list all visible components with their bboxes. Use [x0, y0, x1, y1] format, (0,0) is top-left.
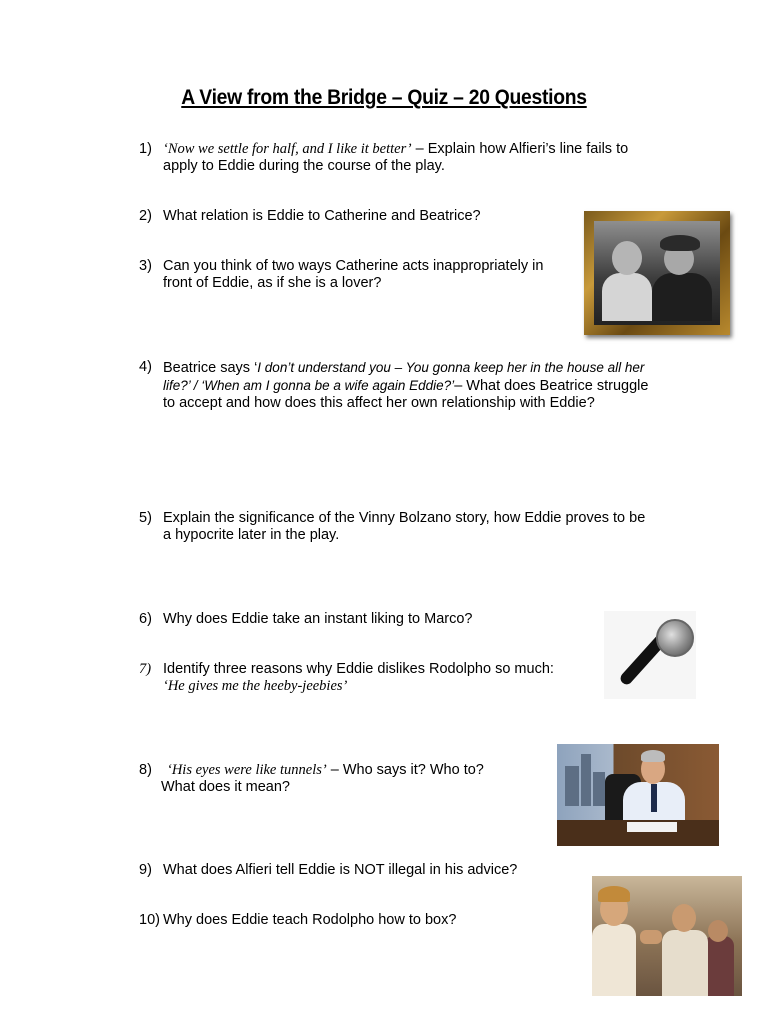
question-text: What relation is Eddie to Catherine and Beatrice?: [163, 208, 481, 224]
question-number: 1): [139, 141, 152, 157]
question-quote: I don’t understand you – You gonna keep her in the house all her life?’ / ‘When am I gonna be a wife again Eddie?’: [163, 360, 645, 393]
question-number: 7): [139, 661, 152, 677]
microphone-photo: [604, 611, 696, 699]
question-quote: ‘Now we settle for half, and I like it better’: [163, 141, 412, 157]
question-text: Identify three reasons why Eddie dislikes Rodolpho so much:: [163, 661, 554, 677]
question-number: 9): [139, 862, 152, 878]
question-text: – Who says it? Who to?: [326, 762, 484, 778]
question-text: What does Alfieri tell Eddie is NOT illegal in his advice?: [163, 862, 518, 878]
man-at-desk-photo: [557, 744, 719, 846]
question-number: 6): [139, 611, 152, 627]
page-title: A View from the Bridge – Quiz – 20 Questions: [181, 86, 587, 109]
boxing-scene-photo: [592, 876, 742, 996]
question-text: – What does Beatrice struggle to accept and how does this affect her own relationship with Eddie?: [163, 378, 649, 411]
question-text-line-2: What does it mean?: [161, 779, 290, 795]
question-prefix: Beatrice says ‘: [163, 360, 258, 376]
question-text: Can you think of two ways Catherine acts inappropriately in front of Eddie, as if she is a lover?: [163, 258, 544, 291]
question-number: 3): [139, 258, 152, 274]
question-number: 5): [139, 510, 152, 526]
question-text: Explain the significance of the Vinny Bolzano story, how Eddie proves to be a hypocrite later in the play.: [163, 510, 646, 543]
question-number: 4): [139, 359, 152, 375]
question-number: 10): [139, 912, 160, 928]
microphone-grille: [656, 619, 694, 657]
question-text: Why does Eddie teach Rodolpho how to box?: [163, 912, 457, 928]
question-text: – Explain how Alfieri’s line fails to apply to Eddie during the course of the play.: [163, 141, 629, 174]
question-text: Why does Eddie take an instant liking to Marco?: [163, 611, 473, 627]
question-quote: ‘His eyes were like tunnels’: [167, 762, 327, 778]
question-number: 8): [139, 762, 152, 778]
eddie-beatrice-photo: [584, 211, 730, 335]
question-quote: ‘He gives me the heeby-jeebies’: [163, 678, 348, 694]
question-number: 2): [139, 208, 152, 224]
